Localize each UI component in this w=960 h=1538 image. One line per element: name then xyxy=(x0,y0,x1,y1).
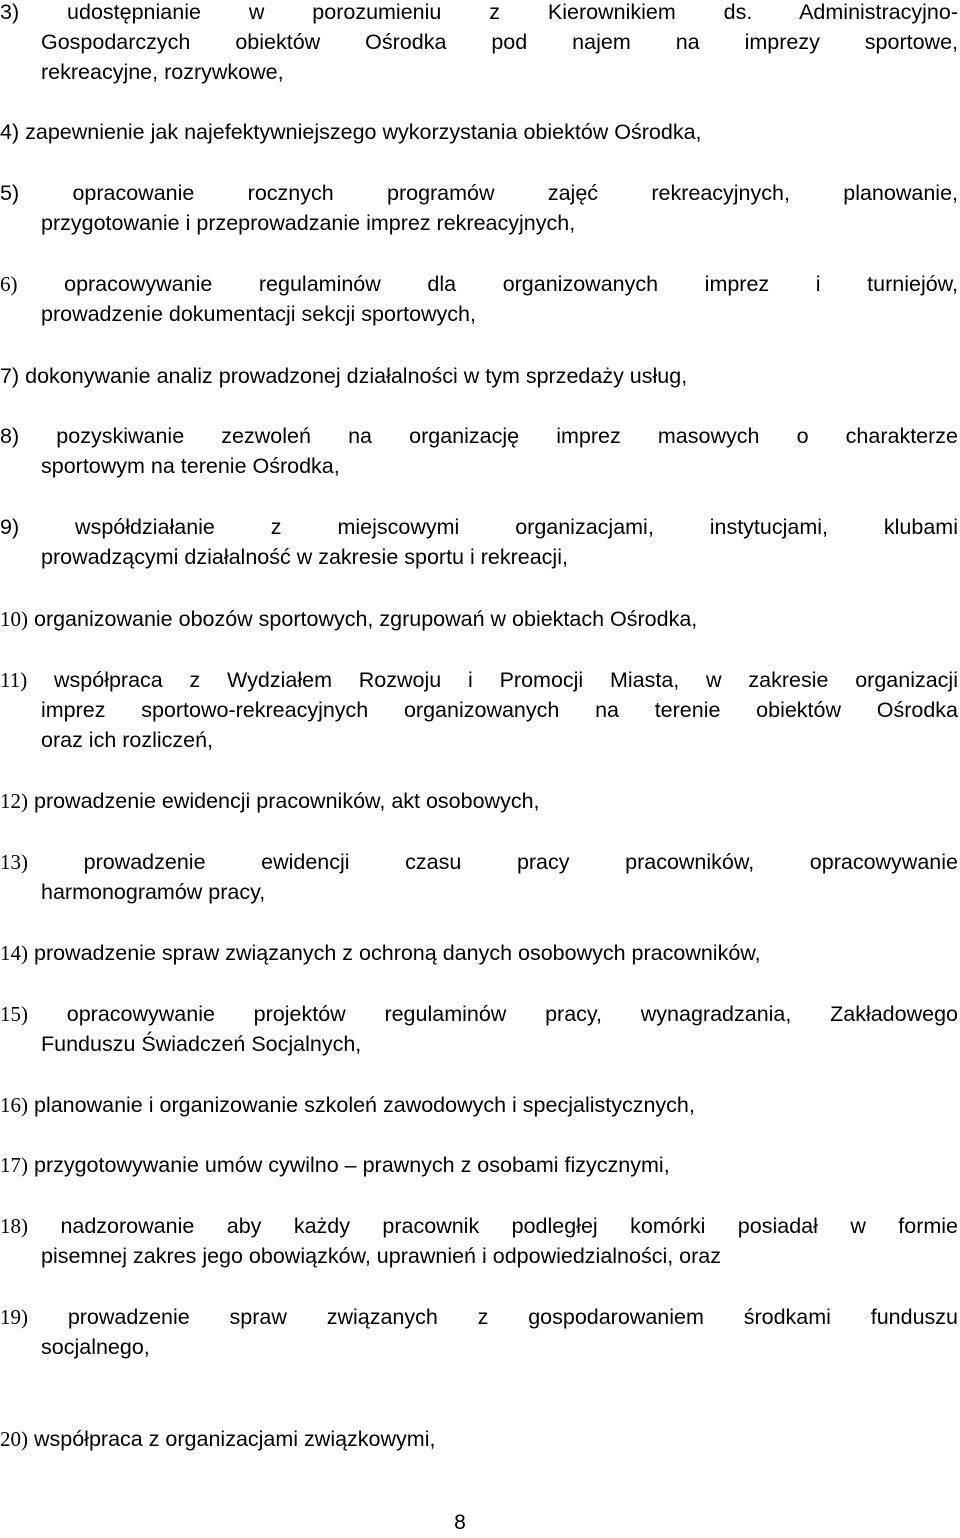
list-item-number: 4) xyxy=(0,120,20,144)
list-item-text: planowanie i organizowanie szkoleń zawodowych i specjalistycznych, xyxy=(33,1093,695,1117)
list-item xyxy=(0,604,958,634)
list-item xyxy=(0,269,958,329)
list-item-first-line xyxy=(0,1211,958,1241)
list-item-continuation: oraz ich rozliczeń, xyxy=(41,728,214,752)
list-item-first-line xyxy=(0,938,958,968)
list-item-text: udostępnianie w porozumieniu z Kierownikiem ds. Administracyjno- xyxy=(67,0,958,24)
list-item-first-line xyxy=(0,1302,958,1332)
list-item-number: 11) xyxy=(0,668,28,692)
list-item xyxy=(0,1424,958,1454)
list-item xyxy=(0,0,958,87)
list-item-text: współpraca z Wydziałem Rozwoju i Promocji Miasta, w zakresie organizacji xyxy=(54,668,958,692)
list-item-number: 19) xyxy=(0,1305,28,1329)
list-item-continuation: prowadzenie dokumentacji sekcji sportowych, xyxy=(41,302,476,326)
list-item-text: organizowanie obozów sportowych, zgrupowań w obiektach Ośrodka, xyxy=(33,607,698,631)
list-item-number: 14) xyxy=(0,941,28,965)
list-item-number: 8) xyxy=(0,424,20,448)
list-item-text: pozyskiwanie zezwoleń na organizację imprez masowych o charakterze xyxy=(56,424,958,448)
list-item-first-line xyxy=(0,1090,958,1120)
list-item-first-line xyxy=(0,421,958,451)
list-item-continuation: prowadzącymi działalność w zakresie sportu i rekreacji, xyxy=(41,545,568,569)
list-item-first-line xyxy=(0,178,958,208)
list-item-text: opracowywanie regulaminów dla organizowanych imprez i turniejów, xyxy=(64,272,958,296)
list-item-continuation: rekreacyjne, rozrywkowe, xyxy=(41,60,284,84)
list-item-text: nadzorowanie aby każdy pracownik podległej komórki posiadał w formie xyxy=(60,1214,958,1238)
list-item-text: opracowywanie projektów regulaminów pracy, wynagradzania, Zakładowego xyxy=(66,1002,958,1026)
list-item-number: 16) xyxy=(0,1093,28,1117)
list-item-text: współpraca z organizacjami związkowymi, xyxy=(33,1427,436,1451)
list-item-first-line xyxy=(0,269,958,299)
list-item xyxy=(0,847,958,907)
list-item-text: prowadzenie spraw związanych z gospodarowaniem środkami funduszu xyxy=(67,1305,958,1329)
list-item-number: 10) xyxy=(0,607,28,631)
list-item xyxy=(0,786,958,816)
list-item-text: dokonywanie analiz prowadzonej działalności w tym sprzedaży usług, xyxy=(25,364,688,388)
list-item xyxy=(0,361,958,391)
list-item-text: współdziałanie z miejscowymi organizacjami, instytucjami, klubami xyxy=(75,515,958,539)
page-number: 8 xyxy=(454,1511,466,1534)
list-item-continuation: przygotowanie i przeprowadzanie imprez rekreacyjnych, xyxy=(41,211,576,235)
list-item-number: 20) xyxy=(0,1427,28,1451)
list-item-continuation: imprez sportowo-rekreacyjnych organizowanych na terenie obiektów Ośrodka xyxy=(41,698,958,722)
list-item-text: opracowanie rocznych programów zajęć rekreacyjnych, planowanie, xyxy=(72,181,958,205)
list-item xyxy=(0,512,958,572)
list-item-number: 15) xyxy=(0,1002,28,1026)
list-item-continuation: Gospodarczych obiektów Ośrodka pod najem na imprezy sportowe, xyxy=(41,30,958,54)
list-item xyxy=(0,1090,958,1120)
list-item-continuation: socjalnego, xyxy=(41,1335,150,1359)
list-item-text: prowadzenie spraw związanych z ochroną danych osobowych pracowników, xyxy=(33,941,761,965)
list-item-continuation: pisemnej zakres jego obowiązków, uprawnień i odpowiedzialności, oraz xyxy=(41,1244,722,1268)
list-item-first-line xyxy=(0,361,958,391)
list-item-text: prowadzenie ewidencji pracowników, akt osobowych, xyxy=(33,789,540,813)
list-item-number: 3) xyxy=(0,0,20,24)
list-item-number: 6) xyxy=(0,272,18,296)
list-item xyxy=(0,421,958,481)
list-item-first-line xyxy=(0,665,958,695)
list-item xyxy=(0,1211,958,1271)
list-item xyxy=(0,938,958,968)
list-item-first-line xyxy=(0,117,958,147)
list-item-first-line xyxy=(0,847,958,877)
list-item-number: 7) xyxy=(0,364,20,388)
list-item-number: 5) xyxy=(0,181,20,205)
list-item-text: prowadzenie ewidencji czasu pracy pracowników, opracowywanie xyxy=(83,850,958,874)
list-item xyxy=(0,178,958,238)
list-item-first-line xyxy=(0,1424,958,1454)
list-item-first-line xyxy=(0,999,958,1029)
list-item xyxy=(0,1302,958,1362)
list-item-number: 18) xyxy=(0,1214,28,1238)
list-item-number: 12) xyxy=(0,789,28,813)
list-item-text: przygotowywanie umów cywilno – prawnych z osobami fizycznymi, xyxy=(33,1153,670,1177)
list-item-first-line xyxy=(0,604,958,634)
list-item xyxy=(0,1150,958,1180)
list-item-first-line xyxy=(0,1150,958,1180)
list-item-first-line xyxy=(0,786,958,816)
list-item-first-line xyxy=(0,512,958,542)
list-item-number: 17) xyxy=(0,1153,28,1177)
list-item-text: zapewnienie jak najefektywniejszego wykorzystania obiektów Ośrodka, xyxy=(25,120,702,144)
list-item-first-line xyxy=(0,0,958,27)
list-item-continuation: Funduszu Świadczeń Socjalnych, xyxy=(41,1032,362,1056)
list-item-continuation: harmonogramów pracy, xyxy=(41,880,266,904)
list-item-number: 13) xyxy=(0,850,28,874)
list-item-continuation: sportowym na terenie Ośrodka, xyxy=(41,454,340,478)
list-item xyxy=(0,117,958,147)
list-item xyxy=(0,999,958,1059)
list-item-number: 9) xyxy=(0,515,20,539)
list-item xyxy=(0,665,958,755)
